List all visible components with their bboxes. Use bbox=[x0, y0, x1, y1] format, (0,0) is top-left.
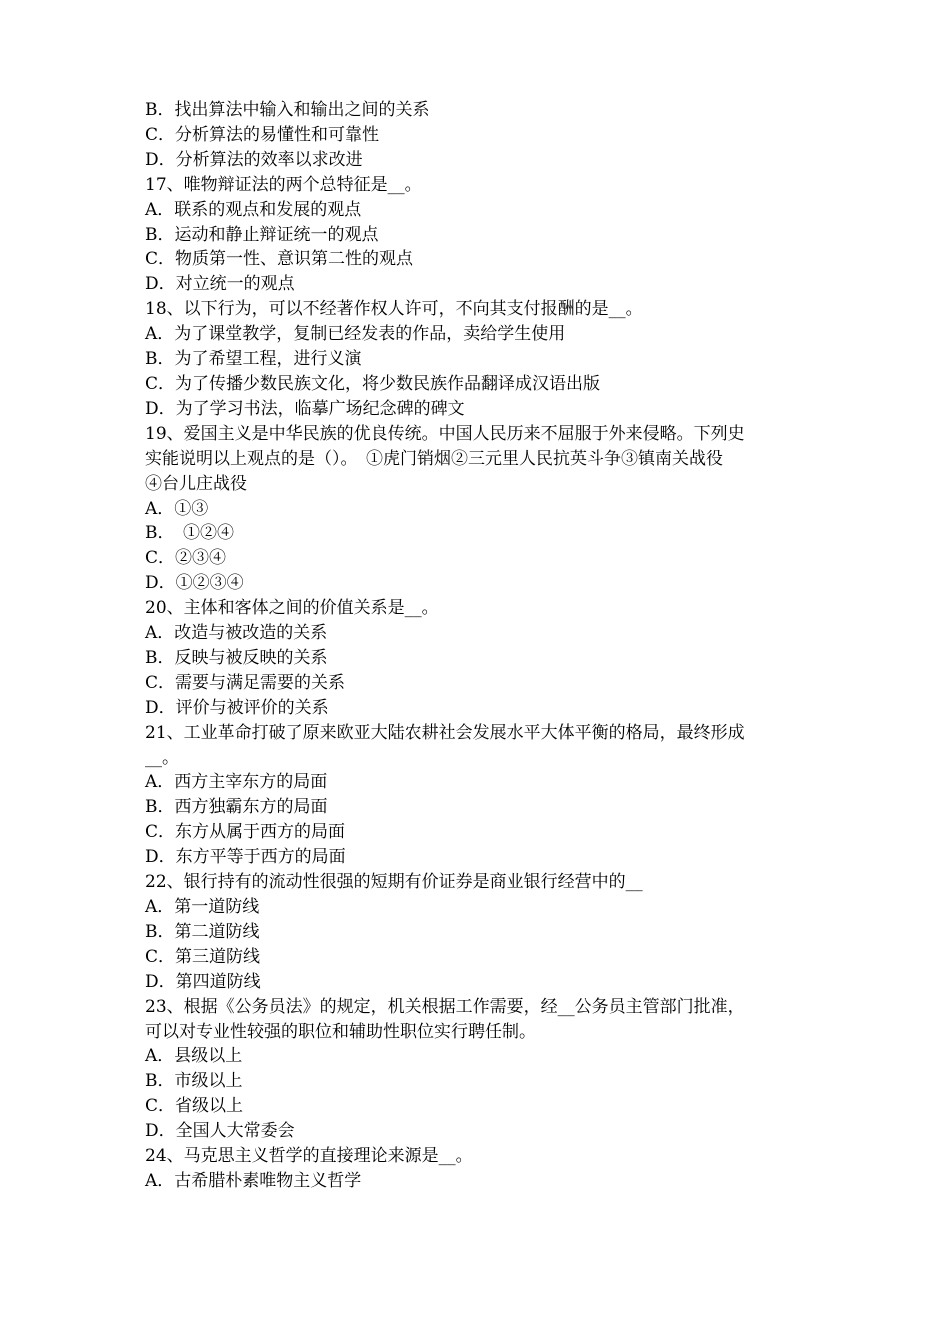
document-page bbox=[145, 98, 815, 1194]
question-22: 22、银行持有的流动性很强的短期有价证券是商业银行经营中的__ bbox=[145, 872, 643, 893]
option-line: C．为了传播少数民族文化，将少数民族作品翻译成汉语出版 bbox=[145, 373, 601, 394]
option-line: D．东方平等于西方的局面 bbox=[145, 847, 346, 868]
option-line: A．西方主宰东方的局面 bbox=[145, 772, 328, 793]
question-23-continued: 可以对专业性较强的职位和辅助性职位实行聘任制。 bbox=[145, 1021, 536, 1042]
option-line: A．为了课堂教学，复制已经发表的作品，卖给学生使用 bbox=[145, 324, 566, 345]
question-19: 19、爱国主义是中华民族的优良传统。中国人民历来不屈服于外来侵略。下列史 bbox=[145, 423, 745, 444]
option-line: C．需要与满足需要的关系 bbox=[145, 672, 346, 693]
question-24: 24、马克思主义哲学的直接理论来源是__。 bbox=[145, 1146, 473, 1167]
option-line: A．古希腊朴素唯物主义哲学 bbox=[145, 1170, 362, 1191]
option-line: C．分析算法的易懂性和可靠性 bbox=[145, 124, 380, 145]
option-line: B．反映与被反映的关系 bbox=[145, 647, 328, 668]
question-18: 18、以下行为，可以不经著作权人许可，不向其支付报酬的是__。 bbox=[145, 299, 643, 320]
option-line: D．第四道防线 bbox=[145, 971, 261, 992]
option-line: D．①②③④ bbox=[145, 573, 244, 594]
option-line: C．物质第一性、意识第二性的观点 bbox=[145, 249, 414, 270]
option-line: C．省级以上 bbox=[145, 1096, 244, 1117]
question-19-continued: 实能说明以上观点的是（）。 ①虎门销烟②三元里人民抗英斗争③镇南关战役 bbox=[145, 448, 723, 469]
option-line: B．西方独霸东方的局面 bbox=[145, 797, 328, 818]
question-19-continued: ④台儿庄战役 bbox=[145, 473, 247, 494]
option-line: A．第一道防线 bbox=[145, 897, 260, 917]
option-line: B．找出算法中输入和输出之间的关系 bbox=[145, 100, 430, 120]
option-line: A．改造与被改造的关系 bbox=[145, 623, 328, 644]
option-line: A．县级以上 bbox=[145, 1046, 243, 1067]
option-line: A．联系的观点和发展的观点 bbox=[145, 199, 362, 220]
option-line: D．为了学习书法，临摹广场纪念碑的碑文 bbox=[145, 398, 465, 419]
question-20: 20、主体和客体之间的价值关系是__。 bbox=[145, 598, 439, 619]
option-line: B．运动和静止辩证统一的观点 bbox=[145, 224, 379, 245]
question-21-continued: __。 bbox=[145, 747, 179, 768]
option-line: C．②③④ bbox=[145, 548, 227, 569]
option-line: D．评价与被评价的关系 bbox=[145, 697, 329, 718]
question-21: 21、工业革命打破了原来欧亚大陆农耕社会发展水平大体平衡的格局，最终形成 bbox=[145, 722, 745, 743]
option-line: D．全国人大常委会 bbox=[145, 1121, 295, 1142]
option-line: D．分析算法的效率以求改进 bbox=[145, 149, 363, 170]
option-line: B．市级以上 bbox=[145, 1071, 243, 1092]
question-17: 17、唯物辩证法的两个总特征是__。 bbox=[145, 174, 422, 195]
question-23: 23、根据《公务员法》的规定，机关根据工作需要，经__公务员主管部门批准， bbox=[145, 996, 745, 1017]
option-line: C．东方从属于西方的局面 bbox=[145, 822, 346, 843]
option-line: B．第二道防线 bbox=[145, 921, 260, 942]
option-line: D．对立统一的观点 bbox=[145, 274, 295, 295]
option-line: B． ①②④ bbox=[145, 523, 234, 544]
option-line: B．为了希望工程，进行义演 bbox=[145, 349, 362, 370]
option-line: C．第三道防线 bbox=[145, 946, 261, 967]
option-line: A．①③ bbox=[145, 498, 209, 519]
